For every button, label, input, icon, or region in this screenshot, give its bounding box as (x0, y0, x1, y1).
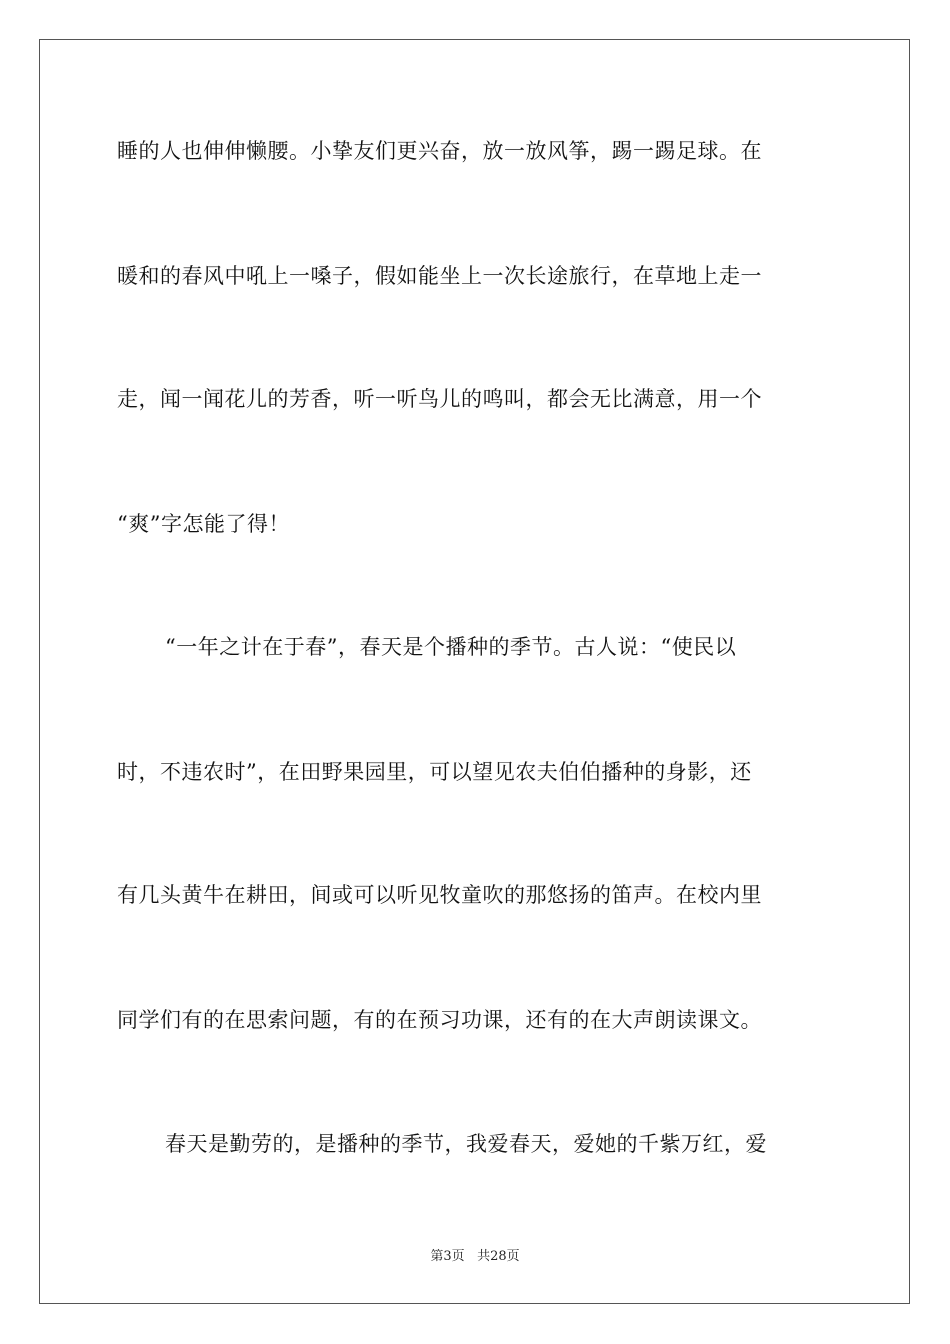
page-footer (0, 1248, 950, 1266)
paragraph-start-line: 春天是勤劳的，是播种的季节，我爱春天，爱她的千紫万红，爱 (165, 1132, 767, 1156)
page-frame (39, 39, 910, 1304)
text-line: 同学们有的在思索问题，有的在预习功课，还有的在大声朗读课文。 (117, 1008, 762, 1032)
text-line: 时，不违农时”，在田野果园里，可以望见农夫伯伯播种的身影，还 (117, 760, 752, 784)
page-number: 第3页 (430, 1249, 465, 1264)
paragraph-start-line: “一年之计在于春”，春天是个播种的季节。古人说：“使民以 (165, 635, 737, 659)
text-line: “爽”字怎能了得！ (117, 512, 290, 536)
text-line: 有几头黄牛在耕田，间或可以听见牧童吹的那悠扬的笛声。在校内里 (117, 883, 762, 907)
text-line: 走，闻一闻花儿的芳香，听一听鸟儿的鸣叫，都会无比满意，用一个 (117, 387, 762, 411)
text-line: 暖和的春风中吼上一嗓子，假如能坐上一次长途旅行，在草地上走一 (117, 264, 762, 288)
text-line: 睡的人也伸伸懒腰。小挚友们更兴奋，放一放风筝，踢一踢足球。在 (117, 139, 762, 163)
page-total: 共28页 (477, 1249, 520, 1264)
